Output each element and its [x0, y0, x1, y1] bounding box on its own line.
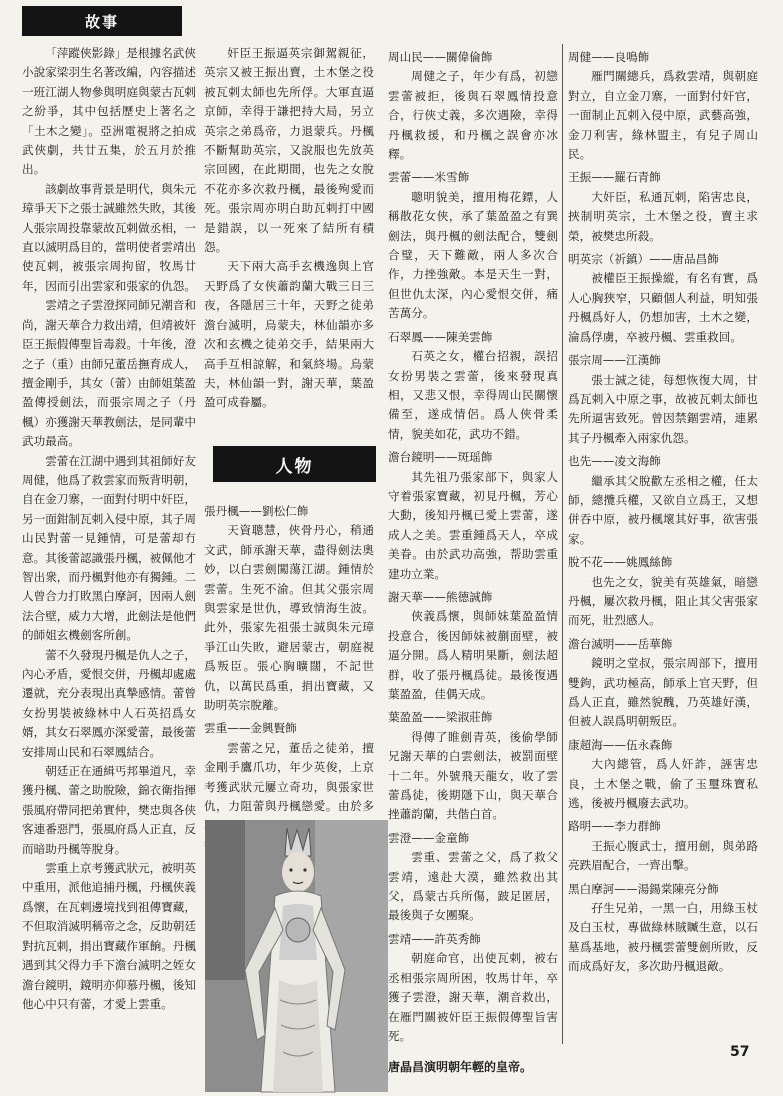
character-heading: 張丹楓——劉松仁飾: [204, 504, 309, 518]
story-paragraph: 朝廷正在通緝丐邦畢道凡，幸獲丹楓、蕾之助脫險，錦衣衛指揮張風府帶同把弟實仲，樊忠與各侠客連番惡鬥，張風府爲人正直，反而暗助丹楓等脫身。: [22, 764, 196, 856]
character-heading: 澹台鏡明——斑瑶飾: [388, 450, 493, 465]
portrait-illustration: [205, 820, 388, 1092]
story-paragraph: 「萍蹤俠影錄」是根據名武俠小說家梁羽生名著改編，內容描述一班江湖人物參與明庭與蒙古瓦剌之紛爭，其中包括歷史上著名之「土木之變」。亞洲電視將之拍成武俠劇，共廿五集，於五月於推出。: [22, 46, 196, 177]
character-heading: 黑白摩訶——湯鍚棠陳亮分飾: [568, 881, 719, 896]
character-heading: 葉盈盈——梁淑莊飾: [388, 710, 493, 725]
character-body: 大奸臣，私通瓦剌，陷害忠良，挾制明英宗，土木堡之役，賣主求榮，被樊忠所殺。: [568, 189, 758, 243]
character-body: 得傳了睢劍青英，後偷學師兄謝天華的白雲劍法，被罰面壁十二年。外號飛天龍女，收了雲蕾爲徒，後期隱下山，與天華合挫蕭韵蘭，共偕白首。: [388, 729, 558, 822]
column-divider: [562, 44, 563, 1044]
character-body: 也先之女，貌美有英雄氣，暗戀丹楓，屢次救丹楓，阻止其父害張家而死，壯烈感人。: [568, 574, 758, 628]
photo-caption: 唐晶昌演明朝年輕的皇帝。: [388, 1060, 533, 1074]
character-body: 其先祖乃張家部下，與家人守着張家寶藏，初見丹楓，芳心大動，後知丹楓已愛上雲蕾，遂成人之美。雲重鍾爲天人，卒成美眷。由於武功高強，帮助雲重建功立業。: [388, 469, 558, 581]
character-body: 被權臣王振操縱，有名有實，爲人心胸狹窄，只顧個人利益，明知張丹楓爲好人，仍想加害，土木之變，淪爲俘虜，卒被丹楓、雲重救回。: [568, 271, 758, 344]
character-body: 聰明貌美，擅用梅花鏢，人稱散花女俠，承了葉盈盈之有巽劍法，與丹楓的劍法配合，雙劍合璧，天下難敵，兩人多次合作，力挫強敵。本是天生一對，但世仇太深，內心愛恨交併，痛苦萬分。: [388, 189, 558, 321]
characters-banner-label: 人物: [275, 456, 314, 477]
character-heading: 王振——羅石青飾: [568, 170, 661, 185]
characters-column-b: [388, 44, 558, 1048]
character-body: 張士誠之徒，每想恢復大周，甘爲瓦剌入中原之事，故被瓦剌太師也先所逼害致死。曾因禁錮雲靖，連累其子丹楓牽入兩家仇怨。: [568, 372, 758, 445]
character-body: 王振心腹武士，擅用劍，與弟路亮跌眉配合，一齊出擊。: [568, 838, 758, 873]
characters-column-c: [568, 44, 758, 1039]
story-paragraph: 該劇故事背景是明代，與朱元璋爭天下之張士誠雖然失敗，其後人張宗周投靠蒙故瓦剌做丞相，一直以滅明爲目的，當明使者雲靖出使瓦剌，被張宗周拘留，牧馬廿年，因而引出雲家和張家的仇怨。: [22, 181, 196, 293]
character-heading: 康超海——伍永森飾: [568, 737, 673, 752]
story-paragraph: 雲重上京考獲武狀元，被明英中重用，派他追捕丹楓，丹楓俠義爲懷，在瓦剌邊境找到祖傳寶藏，不但取消滅明稱帝之念，反助朝廷對抗瓦剌，捐出寶藏作軍餉。丹楓遇到其父得力手下澹台滅明之姪女澹台鏡明，鏡明亦仰慕丹楓，後知他心中只有蕾，才愛上雲重。: [22, 861, 196, 1011]
character-body: 孖生兄弟，一黑一白，用綠玉杖及白玉杖，專做綠林賊贓生意，以石墓爲基地，被丹楓雲蕾雙劍所敗，反而成爲好友，多次助丹楓退敵。: [568, 901, 758, 974]
character-heading: 雲澄——金童飾: [388, 830, 470, 845]
story-paragraph: 雲靖之子雲澄探同師兄潮音和尚，謝天華合力救出靖，但靖被奸臣王振假傳聖旨毒殺。十年後，澄之子（重）由師兄董岳撫育成人，擅金剛手，其女（蕾）由師姐葉盈盈傳授劍法，而張宗周之子（丹楓）亦獲謝天華教劍法，是同輩中武功最高。: [22, 298, 196, 449]
character-body: 繼承其父脫歡左丞相之權，任太師，總攬兵權，又欲自立爲王，又想併吞中原，被丹楓壞其好事，欲害張家。: [568, 473, 758, 546]
story-banner-label: 故事: [84, 12, 119, 31]
story-paragraph: 天下兩大高手玄機逸與上官天野爲了女俠蕭韵蘭大戰三日三夜，各隱居三十年，天野之徒弟澹台滅明，烏蒙夫，林仙韻亦多次和玄機之徒弟交手，結果兩大高手互相諒解，和氣終場。烏蒙夫，林仙韻一對，謝天華，葉盈盈可成眷屬。: [204, 259, 374, 410]
character-heading: 周山民——關偉倫飾: [388, 50, 493, 64]
character-body: 天資聰慧，俠骨丹心，稍通文武，師承謝天華，盡得劍法奧妙，以白雲劍闖蕩江湖。鍾情於雲蕾。生死不渝。但其父張宗周與雲家是世仇，導致情海生波。此外，張家先祖張士誠與朱元璋爭江山失敗，避居蒙古，朝庭視爲叛臣。張心胸曠闊，不記世仇，以萬民爲重，捐出寶藏，又助明英宗脫離。: [204, 523, 374, 713]
character-heading: 澹台滅明——岳華飾: [568, 636, 673, 651]
characters-banner: [213, 446, 376, 482]
character-heading: 也先——凌文海飾: [568, 454, 661, 469]
character-heading: 石翠鳳——陳美雲飾: [388, 329, 493, 344]
character-body: 雲重、雲蕾之父，爲了救父雲靖，遠赴大漠，雖然救出其父，爲蒙古兵所傷，跛足匿居，最後與子女團聚。: [388, 850, 558, 923]
character-heading: 雲蕾——米雪飾: [388, 170, 470, 185]
story-paragraph: 奸臣王振逼英宗御駕親征，英宗又被王振出賣，土木堡之役被瓦剌太師也先所俘。大軍直逼京師，幸得于謙把持大局，另立英宗之弟爲帝，力退蒙兵。丹楓不斷幫助英宗，又說服也先放英宗回國，在此期間，也先之女脫不花亦多次救丹楓，最後殉愛而死。張宗周亦明白助瓦剌打中國是錯誤，以一死來了結所有積怨。: [204, 46, 374, 255]
page-number: 57: [730, 1044, 750, 1060]
character-body: 朝庭命官，出使瓦剌，被右丞相張宗周所困，牧馬廿年，卒獲子雲澄，謝天華，潮音救出，在雁門關被奸臣王振假傳聖旨害死。: [388, 951, 558, 1043]
story-paragraph: 雲蕾在江湖中遇到其祖師好友周健，他爲了救雲家而叛背明朝，自在金刀寨，一面對付明中奸臣，另一面鉗制瓦剌入侵中原，其子周山民對蕾一見鍾情，可是蕾却冇意。其後蕾認識張丹楓，被佩他才智出衆，而丹楓對他亦有獨鍾。二人曾合力打敗黑白摩訶，因兩人劍法合壁，威力大增，此劍法是他們的師姐玄機劍客所創。: [22, 453, 196, 643]
characters-column-a: [204, 498, 374, 814]
story-banner: [22, 6, 182, 36]
story-paragraph: 蕾不久發現丹楓是仇人之子，內心矛盾，愛恨交併，丹楓却處處遷就，充分表現出真摯感情。蕾曾女扮男裝被綠林中人石英招爲女婿，其女石翠鳳亦深愛蕾，最後蕾安排周山民和石翠鳳結合。: [22, 647, 196, 759]
character-heading: 張宗周——江漢飾: [568, 353, 661, 368]
actor-portrait-photo: [205, 820, 388, 1092]
character-heading: 雲重——金興賢飾: [204, 721, 297, 736]
character-body: 雁門關總兵，爲救雲靖，與朝庭對立，自立金刀寨，一面對付奸官，一面制止瓦剌入侵中原，武藝高強，金刀利害，綠林盟主，有兒子周山民。: [568, 69, 758, 162]
character-heading: 周健——良鳴飾: [568, 50, 650, 64]
story-continued-column: [204, 44, 374, 429]
character-body: 雲蕾之兄，董岳之徒弟，擅金剛手鷹爪功，年少英俊，上京考獲武狀元屢立奇功，與張家世仇，力阻蕾與丹楓戀愛。由於多: [204, 740, 374, 814]
character-body: 大內總管，爲人奸詐，誣害忠良，土木堡之戰，偷了玉璽珠寶私逃，後被丹楓廢去武功。: [568, 757, 758, 811]
character-heading: 脫不花——姚鳳絲飾: [568, 555, 673, 570]
character-body: 鏡明之堂叔，張宗周部下，擅用雙鉤，武功極高，師承上官天野，但爲人正直，雖然貌醜，乃英雄好漢，但被人誤爲明朝叛臣。: [568, 656, 758, 729]
character-heading: 路明——李力群飾: [568, 819, 661, 834]
story-column: [22, 44, 196, 1088]
character-heading: 謝天華——熊德誠飾: [388, 589, 493, 604]
character-body: 石英之女，權台招親，誤招女扮男裝之雲蕾，後來發現真相，又悲又恨，幸得周山民關懷備至，遂成情侶。爲人俠骨柔情，貌美如花，武功不錯。: [388, 349, 558, 441]
character-body: 周健之子，年少有爲，初戀雲蕾被拒，後與石翠鳳情投意合，行俠丈義，多次遇險，幸得丹楓救援，和丹楓之誤會亦冰釋。: [388, 69, 558, 162]
character-heading: 明英宗（祈鎮）——唐品昌飾: [568, 252, 719, 267]
character-heading: 雲靖——許英秀飾: [388, 931, 481, 946]
character-body: 俠義爲懷，與師妹葉盈盈情投意合，後因師妹被蒯面壁，被逼分開。爲人精明果斷，劍法超群，收了張丹楓爲徒。最後復遇葉盈盈，佳偶天成。: [388, 609, 558, 701]
